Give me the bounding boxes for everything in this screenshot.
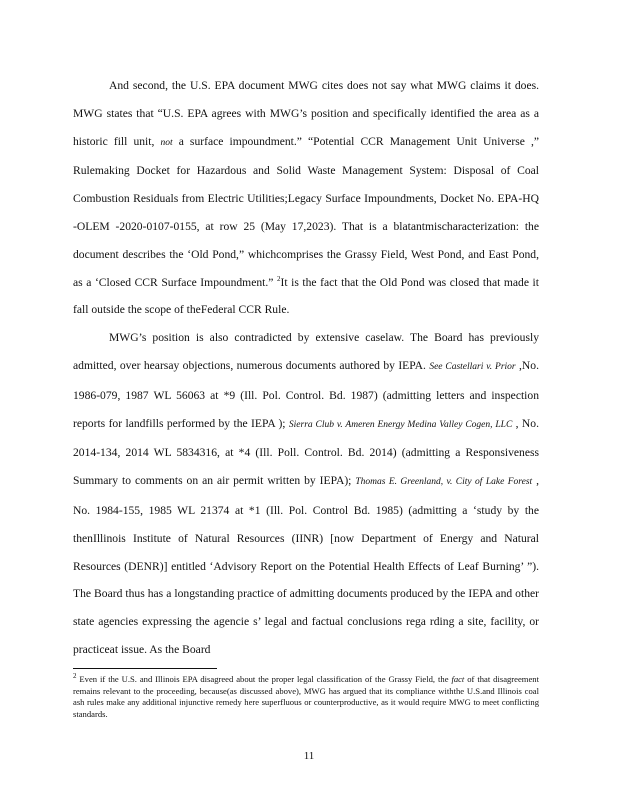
case-citation-castellari: See Castellari v. Prior <box>429 361 516 372</box>
footnote-reference-2[interactable]: 2 <box>276 274 281 283</box>
paragraph-1-text-c: It is the fact that the Old Pond was closed that made it fall outside the scope of theFederal CCR Rule. <box>73 275 539 317</box>
footnote-emphasis-fact: fact <box>451 674 465 684</box>
case-citation-sierra-club: Sierra Club v. Ameren Energy Medina Valley Cogen, LLC <box>288 419 513 430</box>
paragraph-2-text-c: , No. 2014-134, 2014 WL 5834316, at *4 (Ill. Poll. Control. Bd. 2014) (admitting a Responsiveness Summary to comments on an air permit written by IEPA); <box>73 416 540 488</box>
emphasis-not: not <box>160 137 173 148</box>
footnote-2 <box>73 674 539 720</box>
paragraph-2-text-b: ,No. 1986-079, 1987 WL 56063 at *9 (Ill. Pol. Control. Bd. 1987) (admitting letters and inspection reports for landfills performed by the IEPA ); <box>73 358 539 430</box>
footnote-text-a: Even if the U.S. and Illinois EPA disagreed about the proper legal classification of the Grassy Field, the <box>76 674 452 684</box>
page-number: 11 <box>303 750 315 762</box>
body-text <box>73 72 539 664</box>
paragraph-2-text-d: , No. 1984-155, 1985 WL 21374 at *1 (Ill. Pol. Control Bd. 1985) (admitting a ‘study by the thenIllinois Institute of Natural Resources (IINR) [now Department of Energy and Natural Resources (DENR)] entitled ‘Advisory Report on the Potential Health Effects of Leaf Burning’ ”). The Board thus has a longstanding practice of admitting documents produced by the IEPA and other state agencies expressing the agencie s’ legal and factual conclusions rega rding a site, facility, or practiceat issue. As the Board <box>73 474 540 656</box>
paragraph-1-text-b: a surface impoundment.” “Potential CCR Management Unit Universe ,” Rulemaking Docket for Hazardous and Solid Waste Management System: Disposal of Coal Combustion Residuals from Electric Utilities;Legacy Surface Impoundments, Docket No. EPA-HQ -OLEM -2020-0107-0155, at row 25 (May 17,2023). That is a blatantmischaracterization: the document describes the ‘Old Pond,” whichcomprises the Grassy Field, West Pond, and East Pond, as a ‘Closed CCR Surface Impoundment.” <box>73 134 539 289</box>
footnote-divider <box>73 668 217 669</box>
paragraph-2 <box>73 324 539 664</box>
footnote-text-b: of that disagreement remains relevant to the proceeding, because(as discussed above), MWG has argued that its compliance withthe U.S.and Illinois coal ash rules make any additional injunctive remedy here superfluous or counterproductive, as it would require MWG to meet conflicting standards. <box>73 674 539 719</box>
paragraph-1-text-a: And second, the U.S. EPA document MWG cites does not say what MWG claims it does. MWG states that “U.S. EPA agrees with MWG’s position and specifically identified the area as a historic fill unit, <box>73 79 539 148</box>
paragraph-2-text-a: MWG’s position is also contradicted by extensive caselaw. The Board has previously admitted, over hearsay objections, numerous documents authored by IEPA. <box>73 331 539 372</box>
footnote-marker: 2 <box>73 672 77 681</box>
case-citation-greenland: Thomas E. Greenland, v. City of Lake Forest <box>355 477 533 488</box>
paragraph-1 <box>73 72 539 324</box>
